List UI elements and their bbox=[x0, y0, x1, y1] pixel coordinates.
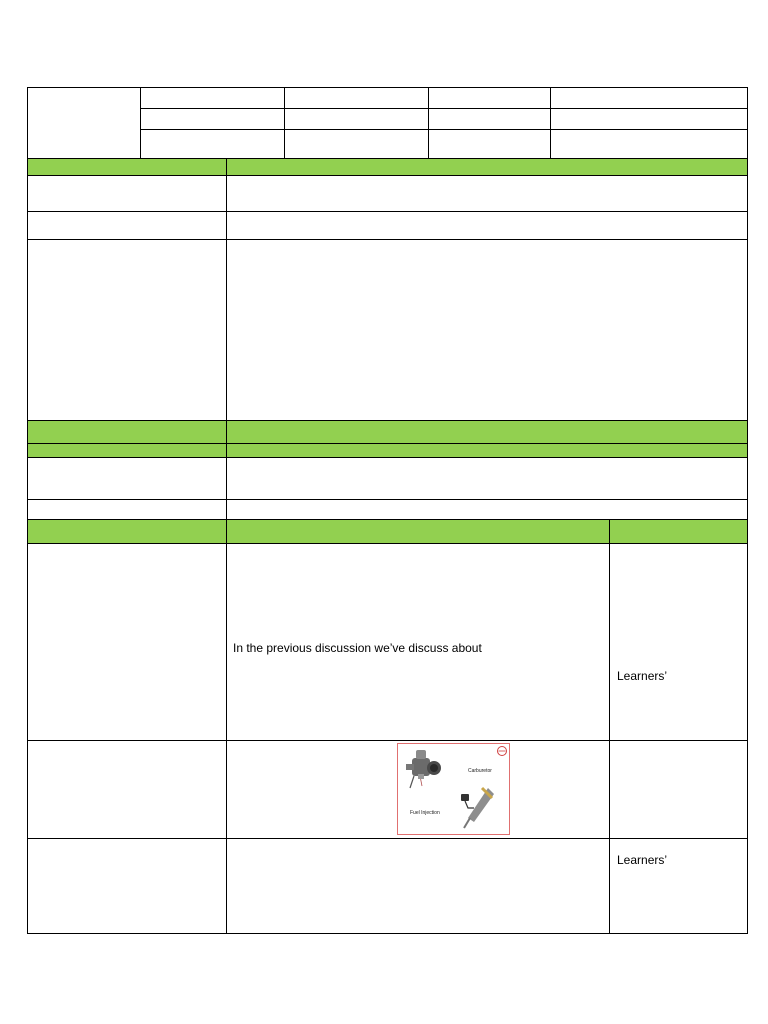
fuel-injector-icon bbox=[461, 788, 494, 828]
row-content-cell-3 bbox=[226, 239, 748, 421]
header-cell-r2c3 bbox=[428, 108, 551, 130]
header-left-cell bbox=[27, 87, 141, 159]
header-cell-r1c3 bbox=[428, 87, 551, 109]
circular-logo-icon bbox=[498, 747, 507, 756]
row-content-cell-5 bbox=[226, 499, 748, 520]
procedure-row3-label bbox=[27, 838, 227, 934]
learners-label-1: Learners’ bbox=[617, 669, 668, 683]
header-cell-r3c2 bbox=[284, 129, 429, 159]
row-content-cell-2 bbox=[226, 211, 748, 240]
procedure-header-right bbox=[609, 519, 748, 544]
header-cell-r1c4 bbox=[550, 87, 748, 109]
procedure-header-left bbox=[27, 519, 227, 544]
learners-label-2: Learners’ bbox=[617, 853, 668, 867]
header-cell-r2c4 bbox=[550, 108, 748, 130]
procedure-row3-content bbox=[226, 838, 610, 934]
engine-parts-illustration bbox=[398, 744, 509, 834]
procedure-row2-remarks bbox=[609, 740, 748, 839]
carburetor-icon bbox=[406, 750, 441, 788]
header-cell-r2c1 bbox=[140, 108, 285, 130]
carburetor-fuel-injection-image bbox=[397, 743, 510, 835]
header-cell-r3c3 bbox=[428, 129, 551, 159]
section-header-right-3 bbox=[226, 443, 748, 458]
row-content-cell-4 bbox=[226, 457, 748, 500]
header-cell-r1c1 bbox=[140, 87, 285, 109]
header-cell-r1c2 bbox=[284, 87, 429, 109]
section-header-right-1 bbox=[226, 158, 748, 176]
row-content-cell-1 bbox=[226, 175, 748, 212]
carburetor-label: Carburetor bbox=[468, 768, 492, 774]
header-cell-r2c2 bbox=[284, 108, 429, 130]
section-header-left-3 bbox=[27, 443, 227, 458]
section-header-left-2 bbox=[27, 420, 227, 444]
header-cell-r3c1 bbox=[140, 129, 285, 159]
section-header-left-1 bbox=[27, 158, 227, 176]
row-label-cell-2 bbox=[27, 211, 227, 240]
procedure-row1-label bbox=[27, 543, 227, 741]
procedure-row1-remarks bbox=[609, 543, 748, 741]
fuel-injection-label: Fuel Injection bbox=[410, 810, 440, 816]
row-label-cell-1 bbox=[27, 175, 227, 212]
header-cell-r3c4 bbox=[550, 129, 748, 159]
section-header-right-2 bbox=[226, 420, 748, 444]
review-text: In the previous discussion we’ve discuss about bbox=[233, 641, 482, 655]
row-label-cell-3 bbox=[27, 239, 227, 421]
row-label-cell-4 bbox=[27, 457, 227, 500]
procedure-header-middle bbox=[226, 519, 610, 544]
procedure-row2-label bbox=[27, 740, 227, 839]
row-label-cell-5 bbox=[27, 499, 227, 520]
